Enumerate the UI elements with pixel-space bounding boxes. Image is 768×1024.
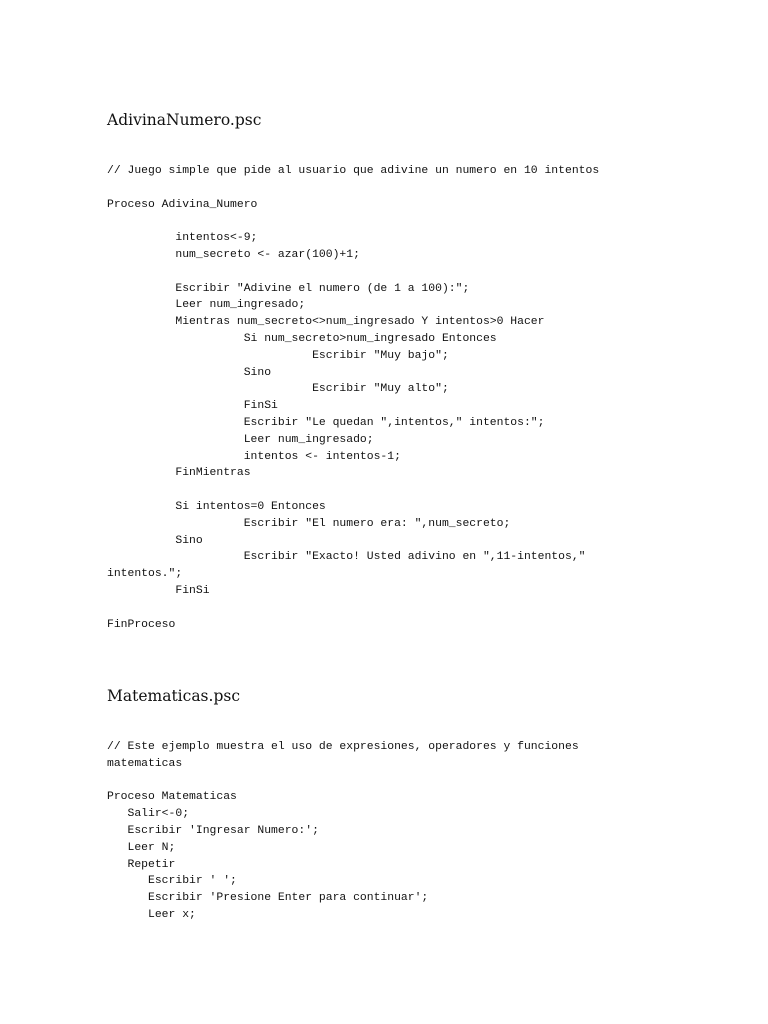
code-line: FinProceso: [107, 618, 176, 631]
code-line: Leer num_ingresado;: [107, 299, 306, 312]
code-line: FinMientras: [107, 467, 251, 480]
code-line: [107, 600, 599, 617]
code-line: [107, 213, 599, 230]
code-line: Repetir: [107, 858, 176, 871]
code-line: Escribir "El numero era: ",num_secreto;: [107, 517, 511, 530]
code-line: matematicas: [107, 757, 183, 770]
code-line: Proceso Matematicas: [107, 791, 237, 804]
code-line: Leer x;: [107, 908, 196, 921]
code-line: intentos<-9;: [107, 232, 258, 245]
code-line: Escribir "Muy bajo";: [107, 349, 449, 362]
code-line: Sino: [107, 366, 272, 379]
code-line: Escribir "Le quedan ",intentos," intentos:";: [107, 416, 545, 429]
code-block-matematicas: [107, 739, 579, 924]
code-line: Escribir 'Presione Enter para continuar';: [107, 892, 429, 905]
code-line: Sino: [107, 534, 203, 547]
code-line: Proceso Adivina_Numero: [107, 198, 258, 211]
code-line: Mientras num_secreto<>num_ingresado Y intentos>0 Hacer: [107, 316, 545, 329]
code-line: // Este ejemplo muestra el uso de expresiones, operadores y funciones: [107, 741, 579, 753]
code-line: Escribir "Exacto! Usted adivino en ",11-intentos,": [107, 551, 586, 564]
code-line: Escribir ' ';: [107, 875, 237, 888]
code-line: Salir<-0;: [107, 808, 190, 821]
code-block-adivina-numero: [107, 163, 599, 633]
code-line: Leer N;: [107, 841, 176, 854]
code-line: Escribir 'Ingresar Numero:';: [107, 824, 319, 837]
code-line: num_secreto <- azar(100)+1;: [107, 248, 360, 261]
code-line: FinSi: [107, 584, 210, 597]
code-line: // Juego simple que pide al usuario que adivine un numero en 10 intentos: [107, 165, 600, 177]
code-line: [107, 482, 599, 499]
section-title-adivina-numero: AdivinaNumero.psc: [107, 111, 262, 129]
code-line: [107, 773, 579, 790]
code-line: intentos <- intentos-1;: [107, 450, 401, 463]
code-line: intentos.";: [107, 568, 183, 581]
code-line: Escribir "Muy alto";: [107, 383, 449, 396]
code-line: Escribir "Adivine el numero (de 1 a 100):";: [107, 282, 470, 295]
code-line: [107, 264, 599, 281]
code-line: Si num_secreto>num_ingresado Entonces: [107, 332, 497, 345]
code-line: FinSi: [107, 400, 278, 413]
section-title-matematicas: Matematicas.psc: [107, 687, 240, 705]
code-line: [107, 180, 599, 197]
code-line: Leer num_ingresado;: [107, 433, 374, 446]
code-line: Si intentos=0 Entonces: [107, 500, 326, 513]
